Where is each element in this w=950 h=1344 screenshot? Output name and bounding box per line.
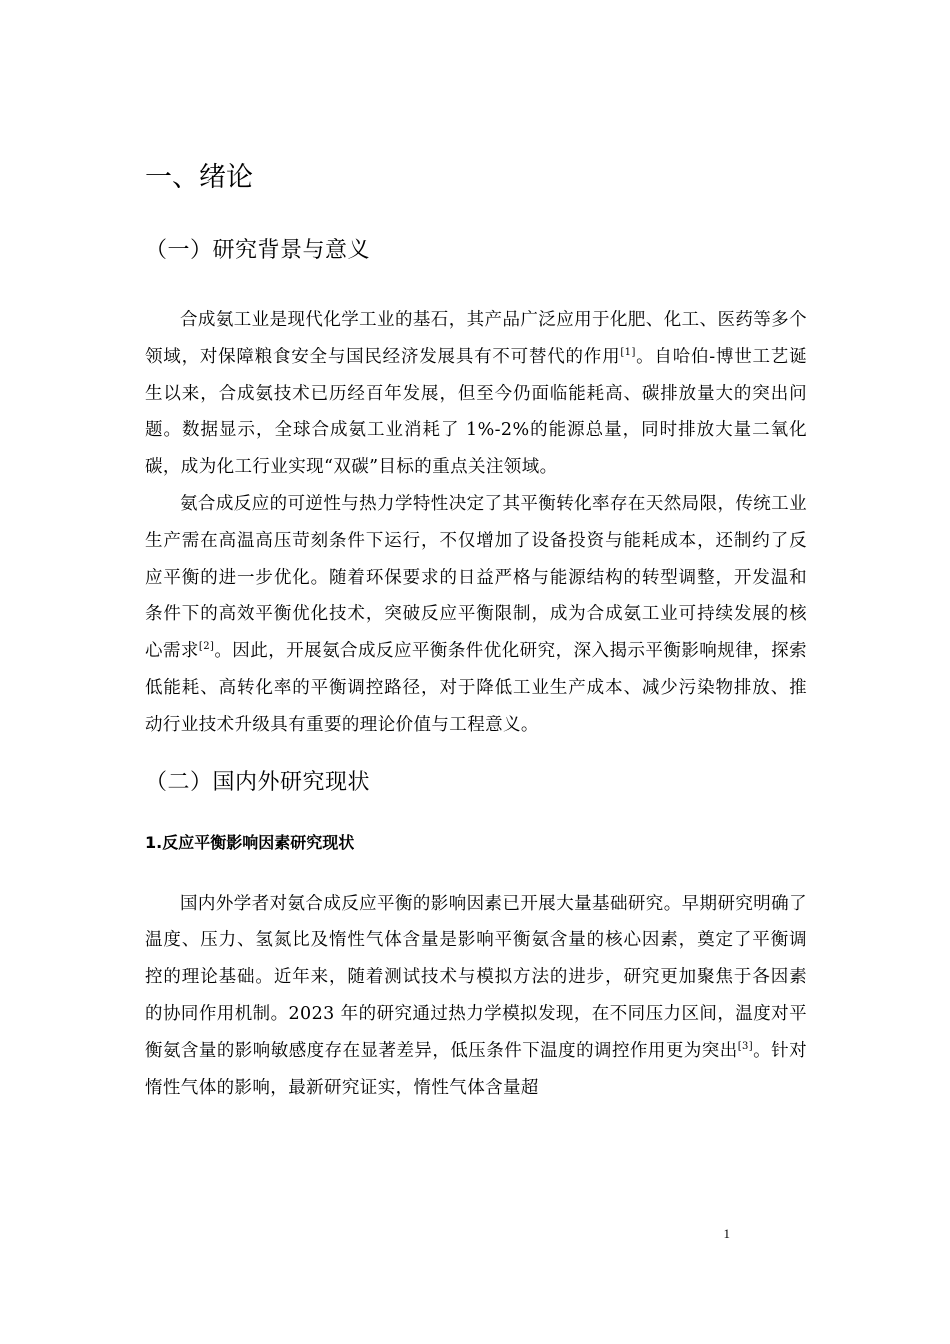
paragraph-text: 。因此，开展氨合成反应平衡条件优化研究，深入揭示平衡影响规律，探索低能耗、高转化率的平衡调控路径，对于降低工业生产成本、减少污染物排放、推动行业技术升级具有重要的理论价值与工程意义。 <box>145 641 807 735</box>
citation-ref-2[interactable]: [2] <box>198 641 215 653</box>
page-content <box>145 158 807 1106</box>
paragraph-text: 合成氨工业是现代化学工业的基石，其产品广泛应用于化肥、化工、医药等多个领域，对保障粮食安全与国民经济发展具有不可替代的作用 <box>145 310 807 367</box>
citation-ref-3[interactable]: [3] <box>737 1040 754 1052</box>
chapter-heading: 一、绪论 <box>145 162 253 193</box>
paragraph-text: 。自哈伯-博世工艺诞生以来，合成氨技术已历经百年发展，但至今仍面临能耗高、碳排放量大的突出问题。数据显示，全球合成氨工业消耗了 1%-2%的能源总量，同时排放大量二氧化碳，成为化工行业实现“双碳”目标的重点关注领域。 <box>145 346 807 478</box>
section-heading-status: （二）国内外研究现状 <box>145 769 371 795</box>
section-heading-background: （一）研究背景与意义 <box>145 238 371 263</box>
citation-ref-1[interactable]: [1] <box>620 346 636 358</box>
paragraph-text: 氨合成反应的可逆性与热力学特性决定了其平衡转化率存在天然局限，传统工业生产需在高温高压苛刻条件下运行，不仅增加了设备投资与能耗成本，还制约了反应平衡的进一步优化。随着环保要求的日益严格与能源结构的转型调整，开发温和条件下的高效平衡优化技术，突破反应平衡限制，成为合成氨工业可持续发展的核心需求 <box>145 493 807 662</box>
paragraph-factors-1 <box>145 886 807 1107</box>
paragraph-background-1 <box>145 302 807 486</box>
paragraph-text: 国内外学者对氨合成反应平衡的影响因素已开展大量基础研究。早期研究明确了温度、压力、氢氮比及惰性气体含量是影响平衡氨含量的核心因素，奠定了平衡调控的理论基础。近年来，随着测试技术与模拟方法的进步，研究更加聚焦于各因素的协同作用机制。2023 年的研究通过热力学模拟发现，在不同压力区间，温度对平衡氨含量的影响敏感度存在显著差异，低压条件下温度的调控作用更为突出 <box>145 893 807 1061</box>
page-number: 1 <box>723 1226 730 1241</box>
subsection-heading-factors: 1.反应平衡影响因素研究现状 <box>145 832 355 852</box>
paragraph-background-2 <box>145 486 807 744</box>
paragraph-text: 。针对惰性气体的影响，最新研究证实，惰性气体含量超 <box>145 1040 807 1098</box>
